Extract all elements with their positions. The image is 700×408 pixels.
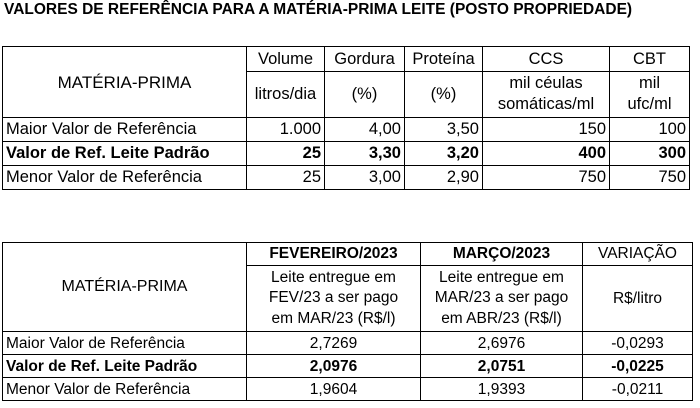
table-row bbox=[3, 166, 690, 190]
cell-cbt: 100 bbox=[610, 118, 690, 142]
table-row bbox=[3, 118, 690, 142]
desc-line: Leite entregue em bbox=[439, 269, 564, 286]
cell-cbt: 300 bbox=[610, 142, 690, 166]
table-row bbox=[3, 142, 690, 166]
header-gordura: Gordura bbox=[325, 47, 405, 72]
unit-ccs-line2: somáticas/ml bbox=[497, 95, 595, 114]
row-label: Maior Valor de Referência bbox=[3, 332, 247, 355]
unit-proteina: (%) bbox=[405, 71, 483, 117]
header-materia-prima: MATÉRIA-PRIMA bbox=[3, 47, 247, 118]
unit-volume: litros/dia bbox=[247, 71, 325, 117]
table-row bbox=[3, 355, 693, 378]
cell-volume: 25 bbox=[247, 142, 325, 166]
cell-gordura: 3,30 bbox=[325, 142, 405, 166]
table-row bbox=[3, 378, 693, 401]
cell-gordura: 3,00 bbox=[325, 166, 405, 190]
header-variacao: VARIAÇÃO bbox=[583, 243, 693, 266]
header-volume: Volume bbox=[247, 47, 325, 72]
header-materia-prima: MATÉRIA-PRIMA bbox=[3, 243, 247, 332]
cell-proteina: 2,90 bbox=[405, 166, 483, 190]
cell-ccs: 750 bbox=[483, 166, 610, 190]
header-cbt: CBT bbox=[610, 47, 690, 72]
cell-marco: 1,9393 bbox=[421, 378, 583, 401]
cell-proteina: 3,50 bbox=[405, 118, 483, 142]
cell-volume: 1.000 bbox=[247, 118, 325, 142]
cell-marco: 2,6976 bbox=[421, 332, 583, 355]
header-ccs: CCS bbox=[483, 47, 610, 72]
row-label: Valor de Ref. Leite Padrão bbox=[3, 142, 247, 166]
cell-marco: 2,0751 bbox=[421, 355, 583, 378]
unit-cbt-line2: ufc/ml bbox=[627, 95, 672, 114]
unit-ccs-line1: mil céulas bbox=[509, 73, 583, 92]
row-label: Menor Valor de Referência bbox=[3, 378, 247, 401]
reference-values-table bbox=[2, 46, 690, 190]
desc-line: em MAR/23 (R$/l) bbox=[271, 309, 396, 327]
cell-variacao: -0,0211 bbox=[583, 378, 693, 401]
cell-variacao: -0,0225 bbox=[583, 355, 693, 378]
desc-line: FEV/23 a ser pago bbox=[268, 289, 399, 307]
cell-fevereiro: 2,7269 bbox=[247, 332, 421, 355]
cell-ccs: 400 bbox=[483, 142, 610, 166]
cell-fevereiro: 2,0976 bbox=[247, 355, 421, 378]
cell-gordura: 4,00 bbox=[325, 118, 405, 142]
desc-line: Leite entregue em bbox=[271, 269, 396, 286]
row-label: Valor de Ref. Leite Padrão bbox=[3, 355, 247, 378]
unit-gordura: (%) bbox=[325, 71, 405, 117]
header-marco: MARÇO/2023 bbox=[421, 243, 583, 266]
row-label: Menor Valor de Referência bbox=[3, 166, 247, 190]
price-variation-table bbox=[2, 242, 693, 401]
header-proteina: Proteína bbox=[405, 47, 483, 72]
desc-marco bbox=[421, 266, 583, 332]
unit-ccs bbox=[483, 71, 610, 117]
unit-cbt-line1: mil bbox=[638, 73, 661, 92]
desc-fevereiro bbox=[247, 266, 421, 332]
desc-line: MAR/23 a ser pago bbox=[434, 289, 569, 307]
unit-cbt bbox=[610, 71, 690, 117]
cell-cbt: 750 bbox=[610, 166, 690, 190]
desc-variacao: R$/litro bbox=[583, 266, 693, 332]
cell-ccs: 150 bbox=[483, 118, 610, 142]
page-title: VALORES DE REFERÊNCIA PARA A MATÉRIA-PRIMA LEITE (POSTO PROPRIEDADE) bbox=[4, 1, 633, 18]
table-row bbox=[3, 332, 693, 355]
cell-variacao: -0,0293 bbox=[583, 332, 693, 355]
header-fevereiro: FEVEREIRO/2023 bbox=[247, 243, 421, 266]
desc-line: em ABR/23 (R$/l) bbox=[441, 309, 562, 327]
cell-volume: 25 bbox=[247, 166, 325, 190]
row-label: Maior Valor de Referência bbox=[3, 118, 247, 142]
cell-proteina: 3,20 bbox=[405, 142, 483, 166]
cell-fevereiro: 1,9604 bbox=[247, 378, 421, 401]
